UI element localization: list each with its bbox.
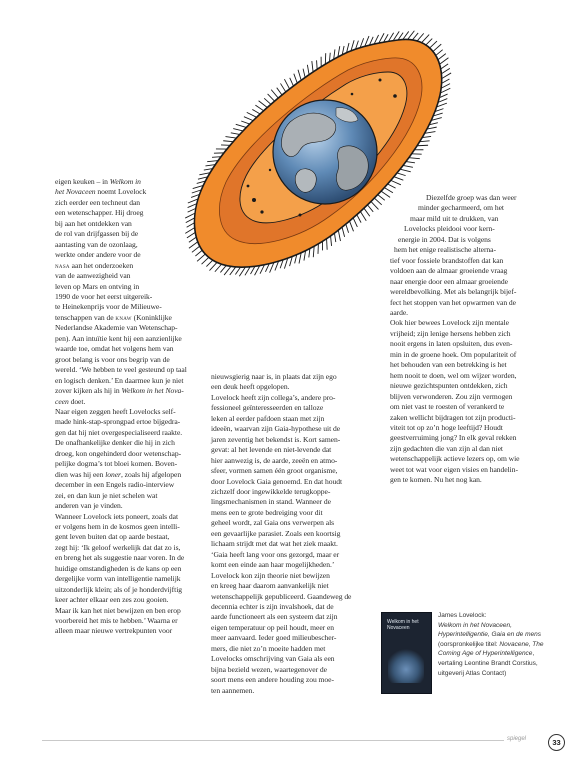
- cilium: [202, 257, 209, 264]
- footer-brand: spiegel: [507, 736, 527, 742]
- text-line: nieuwsgierig naar is, in plaats dat zijn ego: [211, 372, 337, 381]
- acronym-nasa: nasa: [55, 260, 70, 270]
- text-segment: eigen keuken – in: [55, 177, 110, 186]
- text-line: geheel wordt, zal Gaia ons verwerpen als: [211, 518, 335, 528]
- text-line: de rol van drijfgassen bij de: [55, 229, 139, 239]
- text-line: pelijke dogma’s tot bloei komen. Boven-: [55, 459, 178, 469]
- cilium: [364, 208, 370, 216]
- text-line: meer aanvaard. Ieder goed milieubescher-: [211, 633, 337, 643]
- cilium: [417, 33, 424, 41]
- text-line: wetenschappelijk actieve lezers op, om wie: [390, 454, 520, 464]
- text-line: alleen maar nieuwe vertrekpunten voor: [55, 626, 173, 636]
- text-line: zaken wellicht bijdragen tot zijn producti-: [390, 412, 516, 422]
- text-line: van de aanwezigheid van: [55, 271, 131, 281]
- text-segment: noemt Lovelock: [95, 187, 147, 197]
- cilium: [206, 260, 212, 266]
- text-line: ideeën, waarvan zijn Gaia-hypothese uit de: [211, 424, 341, 434]
- book-title-italic: Welkom in: [109, 177, 141, 186]
- caption-text: , vertaling Leontine Brandt Corstius, uitgeverij Atlas Contact): [438, 650, 538, 677]
- acronym-knaw: knaw: [115, 312, 132, 322]
- cilium: [374, 198, 381, 205]
- cilium: [381, 191, 390, 197]
- article-column-3: [390, 193, 545, 486]
- text-line: energie in 2004. Dat is volgens: [398, 234, 491, 244]
- text-line: en kreeg haar daarom aanvankelijk niet: [211, 581, 329, 591]
- text-line: wereldbevolking. Met als belangrijk bijef-: [390, 287, 517, 297]
- cilium: [277, 88, 282, 95]
- cilium: [209, 262, 217, 270]
- text-line: zijn gedachten die van zijn al dan niet: [390, 443, 503, 453]
- text-line: minder gecharmeerd, om het: [418, 203, 504, 213]
- earth-globe-icon: [273, 100, 377, 204]
- cilium: [268, 94, 275, 101]
- text-line: hem het enige realistische alterna-: [394, 245, 496, 255]
- text-line: Lovelock heeft zijn collega’s, andere pro-: [211, 392, 336, 402]
- cilium: [350, 221, 354, 231]
- text-line: aantasting van de ozonlaag,: [55, 239, 138, 249]
- article-column-1: [55, 177, 195, 637]
- cilium: [252, 109, 260, 114]
- cilium: [338, 230, 340, 241]
- text-line: zei, en dan kun je niet schelen wat: [55, 490, 158, 500]
- text-line: zichzelf door ingewikkelde terugkoppe-: [211, 486, 331, 496]
- caption-title-en: Novacene, The Coming Age of Hyperintelligence: [438, 640, 544, 658]
- cilium: [312, 61, 313, 72]
- cilium: [271, 90, 278, 98]
- cilium: [371, 201, 379, 209]
- text-line: weet tot wat voor eigen visies en handelin-: [390, 464, 518, 474]
- text-line: Diezelfde groep was dan weer: [426, 193, 517, 202]
- cilium: [388, 184, 396, 188]
- text-line: bij aan het ontdekken van: [55, 218, 132, 228]
- cilium: [280, 83, 285, 91]
- book-cover-title: Novaceen: [387, 625, 410, 631]
- page-number: 33: [548, 734, 565, 751]
- cilium: [294, 74, 297, 83]
- text-line: ‘Gaia heeft lang voor ons gezorgd, maar er: [211, 549, 340, 559]
- text-line: nooit ergens in laten opsluiten, dus even-: [390, 339, 513, 349]
- text-line: dergelijke vorm van intelligentie namelijk: [55, 574, 181, 584]
- caption-author: James Lovelock:: [438, 612, 487, 619]
- cilium: [247, 112, 257, 117]
- text-line: leken al eerder pafdoen staan met zijn: [211, 413, 325, 423]
- text-line: wetenschappelijk gepubliceerd. Gaandeweg de: [211, 591, 352, 601]
- text-line: zegt hij: ‘Ik geloof werkelijk dat dat zo is,: [55, 542, 181, 552]
- cilium: [412, 33, 418, 40]
- cilium: [397, 173, 406, 176]
- cilium: [440, 58, 449, 64]
- cilium: [220, 266, 226, 273]
- cilium: [391, 180, 401, 184]
- cilium: [360, 211, 366, 220]
- text-line: viteit tot op zo’n hoge leeftijd? Houdt: [390, 422, 503, 432]
- text-line: geestverruiming jong? In elk geval rekken: [390, 433, 517, 443]
- text-line: bijna bezield wezen, waartegenover de: [211, 664, 328, 674]
- cilium: [290, 78, 294, 86]
- cilium: [197, 254, 205, 261]
- text-segment: doet.: [68, 396, 86, 406]
- text-line: lingsmechanismen in stand. Wanneer de: [211, 497, 331, 507]
- text-line: groot belang is voor ons begrip van de: [55, 354, 170, 364]
- text-line: vrijheid; zijn lenige hersens hebben zich: [390, 328, 511, 338]
- cilium: [426, 39, 432, 45]
- cilium: [406, 162, 415, 163]
- cilium: [255, 105, 263, 111]
- book-cover-title: Welkom in het: [387, 619, 419, 625]
- text-line: en breng het als suggestie naar voren. In de: [55, 553, 185, 563]
- text-line: aarde functioneert als een systeem dat zijn: [211, 612, 338, 622]
- text-line: en logisch denken.’ En daarmee kun je niet: [55, 375, 184, 385]
- cilium: [441, 68, 449, 73]
- cilium: [436, 50, 443, 56]
- text-line: made hink-stap-sprongpad ertoe bijgedra-: [55, 417, 181, 427]
- text-line: hem nooit te doen, wel om wijzer worden,: [390, 370, 517, 380]
- text-line: jaren zeventig het bekendst is. Kort samen-: [211, 434, 341, 444]
- cilium: [259, 101, 268, 108]
- text-line: werkte onder andere voor de: [55, 250, 141, 260]
- text-line: ten aannemen.: [211, 685, 255, 695]
- text-line: door Lovelock Gaia genoemd. En dat houdt: [211, 476, 343, 486]
- text-line: 1990 de voor het eerst uitgereik-: [55, 291, 153, 301]
- text-line: het behouden van een betrekking is het: [390, 360, 507, 370]
- text-line: pen). Aan intuïtie kent hij een aanzienlijke: [55, 333, 182, 343]
- cilium: [264, 98, 271, 104]
- cilium: [400, 169, 411, 172]
- text-line: Nederlandse Akademie van Wetenschap-: [55, 323, 178, 333]
- cilium: [244, 117, 253, 121]
- text-line: keer achter elkaar een zes zou gooien.: [55, 595, 169, 605]
- text-line: naar energie door een almaar groeiende: [390, 276, 508, 286]
- cilium: [231, 133, 240, 135]
- cilium: [346, 224, 349, 233]
- text-line: leven op Mars en ontving in: [55, 281, 140, 291]
- text-line: Lovelocks omschrijving van Gaia als een: [211, 654, 335, 664]
- text-line: een gevaarlijke parasiet. Zoals een koortsig: [211, 528, 341, 538]
- text-line: er volgens hem in de kosmos geen intelli-: [55, 521, 180, 531]
- text-line: mens een te grote bedreiging voor dit: [211, 507, 323, 517]
- text-line: een wetenschapper. Hij droeg: [55, 208, 144, 218]
- text-line: te Heinekenprijs voor de Milieuwe-: [55, 302, 162, 312]
- cilium: [284, 79, 289, 89]
- text-line: tief voor fossiele brandstoffen dat kan: [390, 255, 504, 265]
- text-line: waarde toe, omdat het volgens hem van: [55, 344, 174, 354]
- cilium: [384, 188, 393, 193]
- text-line: soort mens een andere houding zou moe-: [211, 675, 334, 685]
- cilium: [441, 64, 448, 69]
- text-segment: (Koninklijke: [131, 312, 172, 322]
- footer-rule: [42, 740, 504, 741]
- cilium: [357, 215, 361, 223]
- cilium: [241, 121, 249, 124]
- text-line: gent leven buiten dat op aarde bestaat,: [55, 532, 170, 542]
- text-line: Lovelock kon zijn theorie niet bewijzen: [211, 570, 330, 580]
- caption-text: (oorspronkelijke titel:: [438, 640, 500, 648]
- text-line: decennia echter is zijn invalshoek, dat de: [211, 601, 334, 611]
- cilium: [230, 267, 236, 275]
- text-line: mers, die niet zo’n moeite hadden met: [211, 643, 326, 653]
- cilium: [433, 44, 441, 51]
- cilium: [233, 129, 243, 131]
- text-line: voorbereid het mis te hebben.’ Waarna er: [55, 616, 178, 626]
- cilium: [441, 84, 450, 89]
- cilium: [353, 218, 357, 227]
- cilium: [420, 141, 430, 142]
- text-line: Ook hier bewees Lovelock zijn mentale: [390, 318, 509, 328]
- cilium: [442, 73, 451, 79]
- book-title-italic: Welkom in het Nova-: [121, 386, 184, 396]
- cilium: [394, 177, 403, 180]
- text-line: sfeer, vormen samen één groot organisme,: [211, 466, 338, 476]
- cilium: [409, 158, 420, 159]
- text-line: een deuk heeft opgelopen.: [211, 382, 290, 392]
- cilium: [403, 31, 409, 39]
- cilium: [298, 70, 301, 81]
- cilium: [303, 69, 305, 78]
- caption-title-nl: Welkom in het Novaceen, Hyperintelligentie, Gaia en de mens: [438, 621, 541, 639]
- cilium: [307, 65, 309, 75]
- text-line: fessioneel geïnteresseerden en talloze: [211, 403, 324, 413]
- text-line: Lovelocks pleidooi voor kern-: [404, 224, 495, 234]
- text-line: voldoen aan de almaar groeiende vraag: [390, 266, 508, 276]
- cilium: [438, 54, 446, 60]
- book-caption: [438, 611, 548, 678]
- cilium: [403, 165, 413, 167]
- cilium: [215, 264, 222, 272]
- cilium: [327, 239, 328, 250]
- cilium: [422, 35, 429, 43]
- text-line: anderen van je vinden.: [55, 501, 123, 511]
- text-line: min in de groene hoek. Om populariteit of: [390, 349, 517, 359]
- text-segment: aan het onderzoeken: [69, 260, 134, 270]
- cilium: [440, 88, 450, 93]
- text-line: blijven verwonderen. Zou zijn vermogen: [390, 391, 513, 401]
- text-segment: , zoals hij afgelopen: [120, 469, 182, 479]
- book-cover: [381, 612, 432, 694]
- cilium: [235, 267, 240, 274]
- text-line: gen te komen. Nu het nog kan.: [390, 475, 482, 485]
- text-segment: zover kijken als hij in: [55, 386, 122, 396]
- cilium: [225, 137, 236, 139]
- text-line: De onafhankelijke denker die hij in zich: [55, 438, 175, 448]
- text-line: nieuwe gezichtspunten ontdekken, zich: [390, 381, 508, 391]
- text-segment: tenschappen van de: [55, 312, 116, 322]
- cilium: [245, 267, 250, 276]
- book-cover-art: [388, 649, 424, 683]
- text-segment: dien was hij een: [55, 469, 106, 479]
- cilium: [223, 141, 233, 142]
- cilium: [367, 205, 373, 212]
- text-line: maar mild uit te drukken, van: [410, 213, 499, 223]
- cilium: [342, 227, 345, 237]
- text-line: lichaam strijdt met dat wat het ziek maakt.: [211, 539, 338, 549]
- book-title-italic: het Novaceen: [55, 187, 96, 197]
- cilium: [378, 195, 385, 201]
- text-line: hier aanwezig is, de aarde, zeeën en atmo-: [211, 455, 338, 465]
- text-line: komt een einde aan haar mogelijkheden.’: [211, 560, 335, 570]
- text-line: huidige omstandigheden is de kans op een: [55, 563, 182, 573]
- cilium: [195, 250, 202, 256]
- article-column-2: [211, 372, 357, 696]
- text-line: gen dat hij niet overgespecialiseerd raakte.: [55, 427, 183, 437]
- cilium: [236, 124, 247, 127]
- text-line: december in een Engels radio-interview: [55, 480, 175, 490]
- text-line: droeg, kon ongehinderd door wetenschap-: [55, 448, 182, 458]
- text-line: Wanneer Lovelock iets poneert, zoals dat: [55, 511, 179, 521]
- cilium: [224, 266, 231, 275]
- text-line: aarde.: [390, 307, 409, 317]
- text-line: zich eerder een techneut dan: [55, 197, 141, 207]
- text-line: eigen temperatuur op peil houdt, meer en: [211, 622, 335, 632]
- text-line: uitzonderlijk klein; als of je honderdvijftig: [55, 584, 183, 594]
- cilium: [331, 236, 332, 246]
- text-line: om niet vast te roesten of verankerd te: [390, 402, 505, 412]
- cilium: [430, 41, 437, 48]
- cilium: [442, 79, 450, 83]
- text-line: Maar ik kan het niet bewijzen en ben erop: [55, 605, 181, 615]
- book-title-italic: ceen: [55, 396, 69, 406]
- cilium: [334, 233, 335, 242]
- text-line: fect het stoppen van het opwarmen van de: [390, 297, 516, 307]
- text-line: gevat: al het levende en niet-levende dat: [211, 445, 332, 455]
- cilium: [313, 246, 314, 257]
- text-line: Naar eigen zeggen heeft Lovelocks self-: [55, 406, 176, 416]
- text-line: wereld. ‘We hebben te veel gesteund op taal: [55, 365, 187, 375]
- cilium: [317, 60, 318, 69]
- italic-word: loner: [105, 469, 121, 479]
- cilium: [239, 267, 245, 276]
